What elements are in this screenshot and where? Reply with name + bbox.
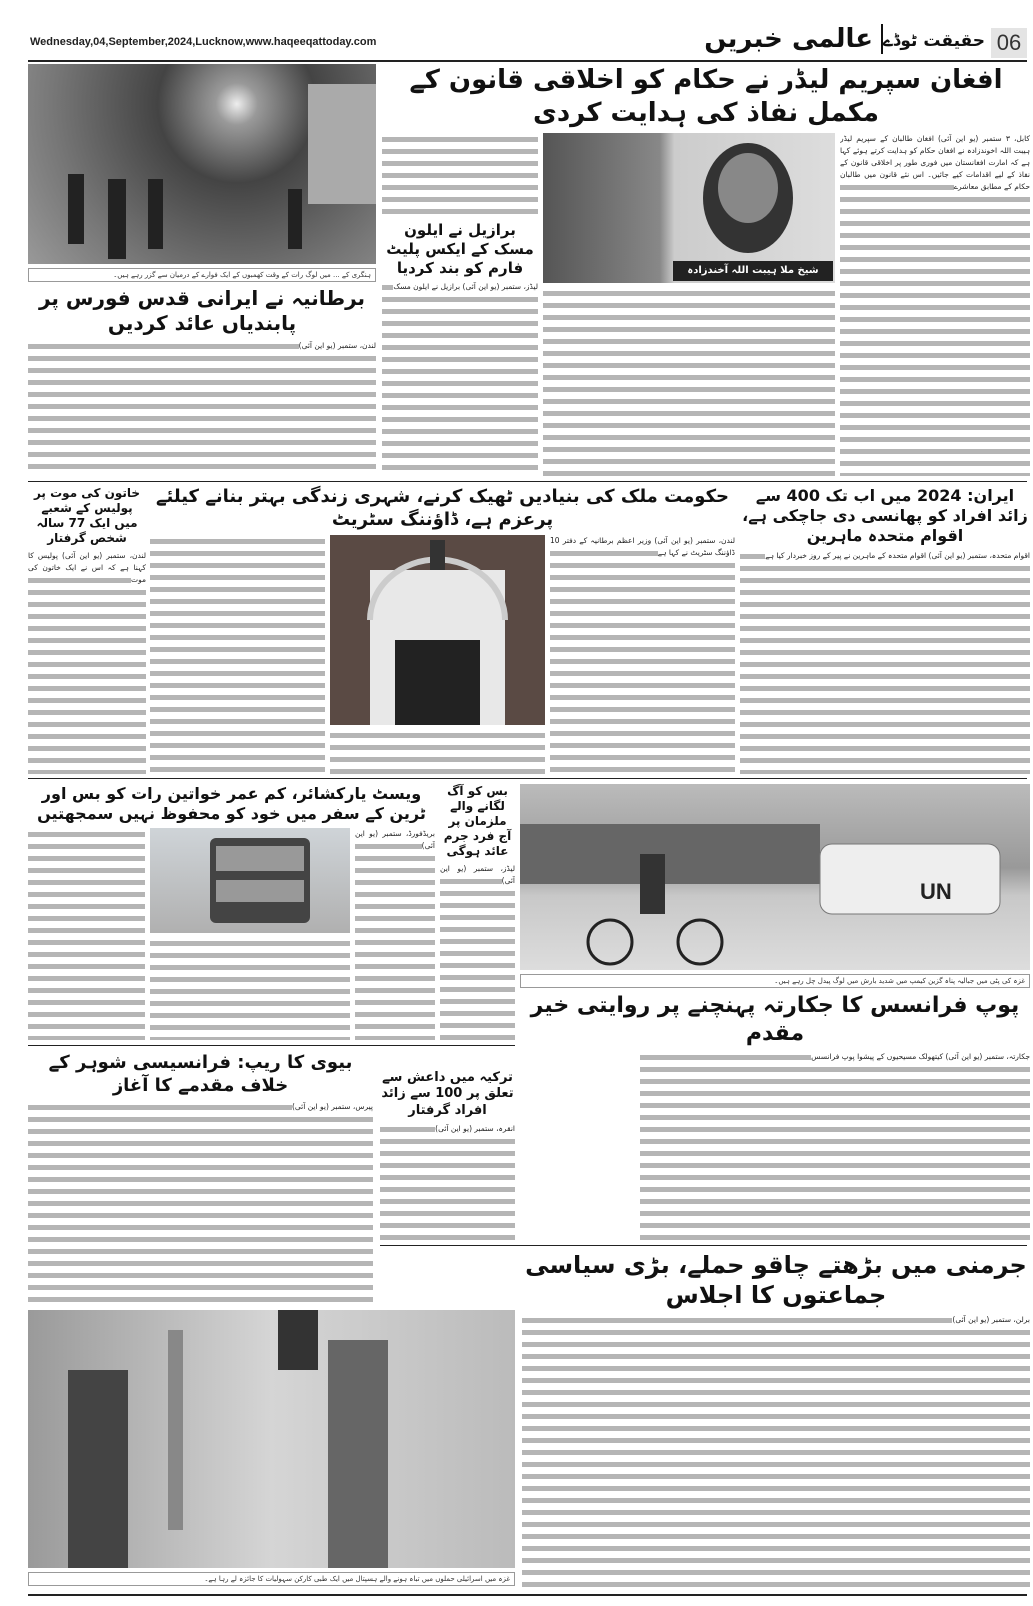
woman-death-column [28, 486, 146, 774]
bus-fire-column [440, 784, 515, 1040]
germany-headline: جرمنی میں بڑھتے چاقو حملے، بڑی سیاسی جماعتوں کا اجلاس [525, 1251, 1027, 1309]
people-silhouettes [28, 64, 376, 264]
downing-headline: حکومت ملک کی بنیادیں ٹھیک کرنے، شہری زندگی بہتر بنانے کیلئے پرعزم ہے، ڈاؤننگ سٹریٹ [155, 486, 730, 530]
west-yorkshire-body-continued [28, 828, 145, 1040]
wife-rape-body: پیرس، ستمبر (یو این آئی) [28, 1101, 373, 1304]
uk-quds-body: لندن، ستمبر (یو این آئی) [28, 340, 376, 476]
leader-caption: شیخ ملا ہیبت اللہ آخندزادہ [687, 265, 819, 276]
uk-quds-column [28, 64, 376, 476]
germany-column [522, 1250, 1030, 1588]
brazil-headline: برازیل نے ایلون مسک کے ایکس پلیٹ فارم کو بند کردیا [386, 221, 534, 277]
iran-column [740, 486, 1030, 774]
downing-middle-column [330, 535, 545, 774]
downing-body-continued [150, 535, 325, 774]
bus-fire-body: لیڈز، ستمبر (یو این آئی) [440, 863, 515, 1040]
west-yorkshire-middle-column [150, 828, 350, 1040]
gaza-rain-photo [520, 784, 1030, 970]
west-yorkshire-columns [28, 828, 435, 1040]
hospital-photo [28, 1310, 515, 1568]
iran-headline: ایران: 2024 میں اب تک 400 سے زائد افراد کو پھانسی دی جاچکی ہے، اقوام متحدہ ماہرین [742, 486, 1028, 545]
afghan-region [382, 64, 1030, 476]
section-title: عالمی خبریں [704, 24, 883, 54]
row-divider [28, 778, 1027, 779]
turkey-headline: ترکیہ میں داعش سے تعلق پر 100 سے زائد افراد گرفتار [381, 1070, 514, 1118]
bus-photo [150, 828, 350, 933]
night-street-photo [28, 64, 376, 264]
afghan-body: کابل، ۳ ستمبر (یو این آئی) افغان طالبان کے سپریم لیڈر ہیبت اللہ اخوندزادہ نے افغان حکام کو ہدایت کرتے ہوئے کہا ہے کہ امارت افغانستان میں فوری طور پر اخلاقی قانون کے نفاذ کے لیے اقدامات کیے جائیں۔ اس نئے قانون میں طالبان حکام کے مطابق معاشرے [840, 133, 1030, 476]
afghan-headline: افغان سپریم لیڈر نے حکام کو اخلاقی قانون کے مکمل نفاذ کی ہدایت کردی [409, 65, 1003, 128]
newspaper-logo: حقیقت ٹوڈے [882, 31, 985, 51]
footer-rule [28, 1594, 1027, 1596]
downing-region [150, 486, 735, 774]
night-street-caption: ہنگری کے ... میں لوگ رات کے وقت کھمبوں کے ایک فوارے کے درمیان سے گزر رہے ہیں۔ [28, 268, 376, 282]
turkey-body: انقرہ، ستمبر (یو این آئی) [380, 1123, 515, 1240]
woman-death-body: لندن، ستمبر (یو این آئی) پولیس کا کہنا ہے کہ اس نے ایک خاتون کی موت [28, 550, 146, 774]
afghan-columns [382, 133, 1030, 476]
leader-photo [543, 133, 835, 283]
turkey-column [380, 1070, 515, 1240]
downing-street-photo [330, 535, 545, 725]
row-divider [28, 1045, 515, 1046]
gaza-rain-caption: غزہ کی پٹی میں جبالیہ پناہ گزین کیمپ میں شدید بارش میں لوگ پیدل چل رہے ہیں۔ [520, 974, 1030, 988]
row-divider [28, 481, 1027, 482]
downing-body-bottom [330, 729, 545, 774]
pope-headline: پوپ فرانسس کا جکارتہ پہنچنے پر روایتی خیر مقدم [530, 993, 1020, 1046]
wife-rape-column [28, 1052, 373, 1304]
uk-quds-headline: برطانیہ نے ایرانی قدس فورس پر پابندیاں عائد کردیں [38, 286, 366, 335]
woman-death-headline: خاتون کی موت پر پولیس کے شعبے میں ایک 77 سالہ شخص گرفتار [33, 486, 141, 545]
hospital-caption: غزہ میں اسرائیلی حملوں میں تباہ ہونے والے ہسپتال میں ایک طبی کارکن سہولیات کا جائزہ لے رہا ہے۔ [28, 1572, 515, 1586]
un-vehicle-label: UN [920, 879, 952, 904]
downing-columns [150, 535, 735, 774]
pope-column [520, 784, 1030, 1240]
west-yorkshire-headline: ویسٹ یارکشائر، کم عمر خواتین رات کو بس اور ٹرین کے سفر میں خود کو محفوظ نہیں سمجھتیں [37, 784, 426, 823]
afghan-left-column [382, 133, 538, 476]
page-number: 06 [991, 28, 1027, 58]
hospital-column [28, 1310, 515, 1590]
bus-fire-headline: بس کو آگ لگانے والے ملزمان پر آج فرد جرم عائد ہوگی [443, 784, 512, 858]
downing-body: لندن، ستمبر (یو این آئی) وزیر اعظم برطانیہ کے دفتر 10 ڈاؤننگ سٹریٹ نے کہا ہے [550, 535, 735, 774]
iran-body: اقوام متحدہ، ستمبر (یو این آئی) اقوام متحدہ کے ماہرین نے پیر کے روز خبردار کیا ہے [740, 550, 1030, 774]
afghan-middle-column [543, 133, 835, 476]
brazil-body: لیڈز، ستمبر (یو این آئی) برازیل نے ایلون مسک [382, 281, 538, 476]
masthead-rule [28, 60, 1027, 62]
west-yorkshire-region [28, 784, 435, 1040]
germany-body: برلن، ستمبر (یو این آئی) [522, 1314, 1030, 1588]
row-divider [380, 1245, 1027, 1246]
pope-body: جکارتہ، ستمبر (یو این آئی) کیتھولک مسیحیوں کے پیشوا پوپ فرانسس [640, 1051, 1030, 1240]
afghan-body-continued [382, 133, 538, 217]
west-yorkshire-body-bottom [150, 937, 350, 1040]
afghan-body-columns [543, 287, 835, 476]
wife-rape-headline: بیوی کا ریپ: فرانسیسی شوہر کے خلاف مقدمے کا آغاز [48, 1052, 353, 1096]
dateline: Wednesday,04,September,2024,Lucknow,www.haqeeqattoday.com [30, 36, 377, 48]
west-yorkshire-body: بریڈفورڈ، ستمبر (یو این آئی) [355, 828, 435, 1040]
